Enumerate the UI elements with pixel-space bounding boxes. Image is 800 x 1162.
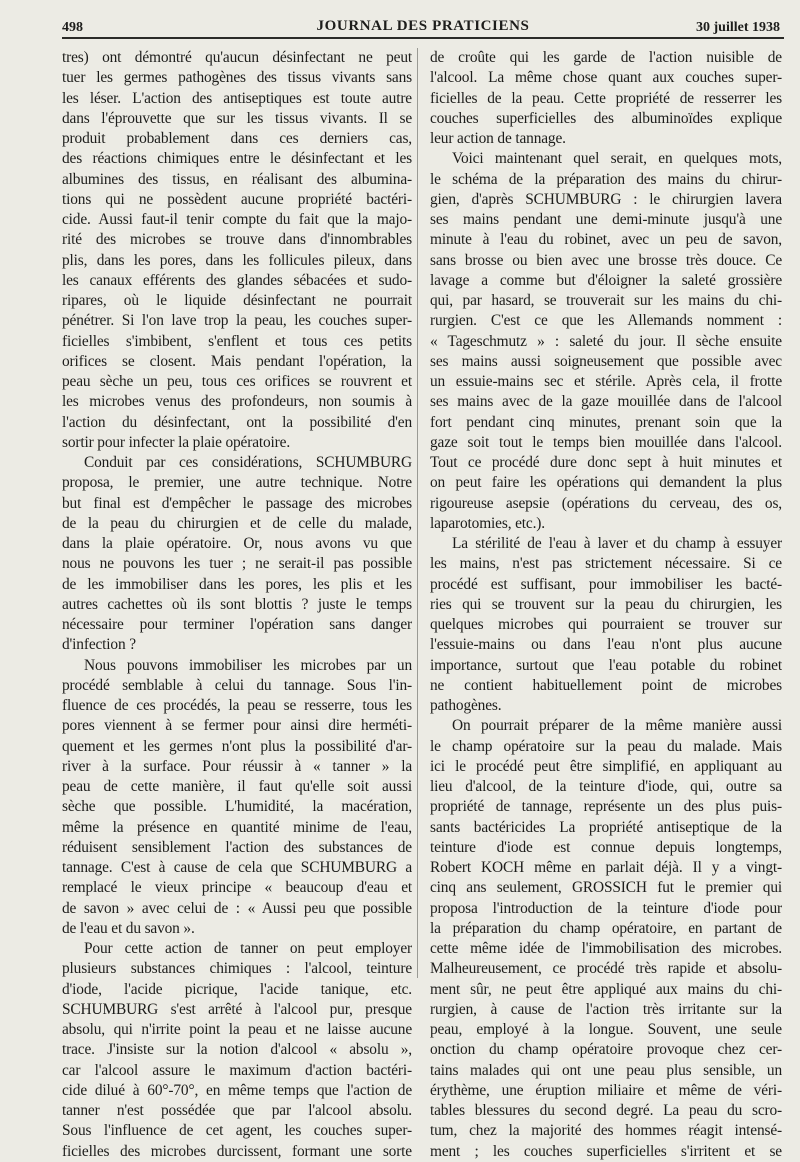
text-line: Nous pouvons immobiliser les microbes par un xyxy=(84,656,412,674)
text-line: Pour cette action de tanner on peut employer xyxy=(84,940,412,957)
text-line: tanner n'est possédée que par l'alcool absolu. xyxy=(62,1102,412,1119)
text-line: onction du champ opératoire provoque chez cer- xyxy=(430,1041,782,1059)
journal-title: JOURNAL DES PRATICIENS xyxy=(316,18,530,34)
text-line: Robert KOCH même en parlait déjà. Il y a vingt- xyxy=(430,859,782,876)
text-line: on peut faire les opérations qui demandent la plus xyxy=(430,474,782,492)
text-line: cide. Aussi faut-il tenir compte du fait que la majo- xyxy=(62,211,412,228)
text-line: Conduit par ces considérations, SCHUMBURG xyxy=(84,454,412,471)
text-line: gaze soit tout le temps bien mouillée dans l'alcool. xyxy=(430,433,782,451)
text-line: absolu, qui n'irrite point la peau et ne laisse aucune xyxy=(62,1021,412,1038)
text-line: importance, surtout que l'eau potable du robinet xyxy=(430,656,782,674)
text-line: albumines des tissus, en réalisant des albumina- xyxy=(62,170,412,188)
left-column xyxy=(62,48,412,1162)
text-line: l'action du désinfectant, ont la possibilité d'en xyxy=(62,413,412,431)
text-line: Voici maintenant quel serait, en quelques mots, xyxy=(452,150,782,168)
text-line: pores viennent à se fermer pour ainsi dire herméti- xyxy=(62,717,412,735)
text-line: but final est d'empêcher le passage des microbes xyxy=(62,494,412,512)
text-line: de les immobiliser dans les pores, les plis et les xyxy=(62,575,412,593)
text-line: propriété de tannage, représente un des plus puis- xyxy=(430,798,782,816)
text-line: remplacé le vieux principe « beaucoup d'eau et xyxy=(62,879,412,897)
text-line: d'iode, l'acide picrique, l'acide tanique, etc. xyxy=(62,980,412,998)
text-line: ses mains avec de la gaze mouillée dans de l'alcool xyxy=(430,393,782,411)
text-line: nécessaire pour terminer l'opération sans danger xyxy=(62,616,412,633)
text-line: ripares, où le liquide désinfectant ne pourrait xyxy=(62,292,412,309)
text-line: pathogènes. xyxy=(430,697,502,714)
page-header xyxy=(62,14,784,38)
page-number: 498 xyxy=(62,20,83,35)
text-line: fluence de ces procédés, la peau se resserre, tous les xyxy=(62,697,412,714)
text-line: les mains, n'est pas strictement nécessaire. Si ce xyxy=(430,555,782,573)
text-line: cette même idée de l'immobilisation des microbes. xyxy=(430,940,782,957)
text-line: l'essuie-mains ou dans l'eau n'ont plus aucune xyxy=(430,636,782,654)
text-line: autres cachettes où ils sont blottis ? juste le temps xyxy=(62,595,412,613)
text-line: orifices se closent. Mais pendant l'opération, la xyxy=(62,352,412,370)
text-line: procédé est suffisant, pour immobiliser les bacté- xyxy=(430,575,782,593)
text-line: SCHUMBURG s'est arrêté à l'alcool pur, presque xyxy=(62,1000,412,1018)
text-line: sants bactéricides La propriété antiseptique de la xyxy=(430,818,782,836)
text-line: érythème, une éruption miliaire et même de véri- xyxy=(430,1081,782,1099)
text-line: procédé semblable à celui du tannage. Sous l'in- xyxy=(62,676,412,694)
text-line: plis, dans les pores, dans les follicules pileux, dans xyxy=(62,251,412,269)
text-line: On pourrait préparer de la même manière aussi xyxy=(452,717,782,735)
text-line: l'alcool. La même chose quant aux couches super- xyxy=(430,69,782,87)
text-line: même la présence en quantité minime de l'eau, xyxy=(62,818,412,836)
text-line: tains malades qui ont une peau plus sensible, un xyxy=(430,1061,782,1079)
text-line: de la peau du chirurgien et de celle du malade, xyxy=(62,514,412,532)
text-line: teinture d'iode est connue depuis longtemps, xyxy=(430,838,782,856)
text-line: sèche que possible. L'humidité, la macération, xyxy=(62,798,412,816)
text-line: ici le procédé peut être simplifié, en appliquant au xyxy=(430,757,782,775)
text-line: tables blessures du second degré. La peau du scro- xyxy=(430,1102,782,1119)
text-line: pénétrer. Si l'on lave trop la peau, les couches super- xyxy=(62,312,412,330)
text-line: dans l'éprouvette que sur les tissus vivants. Il se xyxy=(62,109,412,127)
text-line: gien, d'après SCHUMBURG : le chirurgien lavera xyxy=(430,190,782,208)
text-line: les microbes venus des profondeurs, non soumis à xyxy=(62,393,412,411)
text-line: produit probablement dans ces derniers cas, xyxy=(62,130,412,147)
text-line: ficielles des microbes durcissent, formant une sorte xyxy=(62,1142,412,1160)
text-line: un essuie-mains sec et stérile. Après cela, il frotte xyxy=(430,373,782,390)
text-line: trace. J'insiste sur la notion d'alcool « absolu », xyxy=(62,1041,412,1059)
text-line: tannage. C'est à cause de cela que SCHUMBURG a xyxy=(62,859,412,876)
text-line: tuer les germes pathogènes des tissus vivants sans xyxy=(62,69,412,87)
text-line: ne contient habituellement point de microbes xyxy=(430,676,782,694)
text-line: leur action de tannage. xyxy=(430,130,566,147)
text-line: laparotomies, etc.). xyxy=(430,514,545,532)
text-line: dans la plaie opératoire. Or, nous avons vu que xyxy=(62,535,412,552)
text-line: Tout ce procédé dure donc sept à huit minutes et xyxy=(430,454,782,471)
text-line: couches superficielles des albuminoïdes explique xyxy=(430,109,782,127)
text-line: tres) ont démontré qu'aucun désinfectant ne peut xyxy=(62,49,412,66)
text-line: rurgien. C'est ce que les Allemands nomment : xyxy=(430,312,782,330)
text-line: La stérilité de l'eau à laver et du champ à essuyer xyxy=(452,535,782,552)
text-line: river à la surface. Pour réussir à « tanner » la xyxy=(62,757,412,775)
text-line: Malheureusement, ce procédé très rapide et absolu- xyxy=(430,960,782,978)
text-line: ses mains pendant une demi-minute jusqu'à une xyxy=(430,211,782,228)
text-line: rurgien, à cause de l'action très irritante sur la xyxy=(430,1000,782,1018)
text-line: cinq ans seulement, GROSSICH fut le premier qui xyxy=(430,879,782,897)
text-line: ses mains aussi soigneusement que possible avec xyxy=(430,352,782,370)
text-line: tum, chez la majorité des hommes réagit intensé- xyxy=(430,1122,782,1140)
text-line: fort pendant cinq minutes, prenant soin que la xyxy=(430,413,782,431)
text-line: peau, employé à la longue. Souvent, une seule xyxy=(430,1021,782,1038)
text-line: rité des microbes se trouve dans d'innombrables xyxy=(62,231,412,249)
text-line: car l'alcool assure le maximum d'action bactéri- xyxy=(62,1061,412,1079)
right-column xyxy=(430,48,782,1162)
text-line: réduisent sensiblement l'action des substances de xyxy=(62,838,412,856)
text-line: minute à l'eau du robinet, avec un peu de savon, xyxy=(430,231,782,249)
text-line: ment sûr, ne peut être appliqué aux mains du chi- xyxy=(430,980,782,998)
issue-date: 30 juillet 1938 xyxy=(696,20,780,35)
text-line: proposa l'introduction de la teinture d'iode pour xyxy=(430,899,782,917)
text-line: de savon » avec celui de : « Aussi peu que possible xyxy=(62,899,412,917)
text-line: proposa, le premier, une autre technique. Notre xyxy=(62,474,412,492)
text-line: « Tageschmutz » : saleté du jour. Il sèche ensuite xyxy=(430,332,782,350)
text-line: le champ opératoire sur la peau du malade. Mais xyxy=(430,737,782,755)
text-line: lieu d'alcool, de la teinture d'iode, qui, outre sa xyxy=(430,778,782,795)
text-line: ment ; les couches superficielles s'irritent et se xyxy=(430,1142,782,1160)
text-line: quelques microbes qui pourraient se trouver sur xyxy=(430,616,782,633)
header-rule xyxy=(62,37,784,39)
text-line: ficielles de la peau. Cette propriété de resserrer les xyxy=(430,89,782,107)
text-line: lavage a comme but d'éloigner la saleté grossière xyxy=(430,271,782,289)
text-line: nous ne pouvons les tuer ; ne serait-il pas possible xyxy=(62,555,412,573)
text-line: quement et les germes n'ont plus la possibilité d'ar- xyxy=(62,737,412,755)
text-line: des réactions chimiques entre le désinfectant et les xyxy=(62,150,412,168)
text-line: Sous l'influence de cet agent, les couches super- xyxy=(62,1122,412,1140)
text-line: le schéma de la préparation des mains du chirur- xyxy=(430,170,782,188)
column-divider xyxy=(417,48,418,978)
text-line: la préparation du champ opératoire, en partant de xyxy=(430,919,782,937)
text-line: d'infection ? xyxy=(62,636,136,654)
text-line: tions qui ne possèdent aucune propriété bactéri- xyxy=(62,190,412,208)
text-line: qui, par hasard, se trouverait sur les mains du chi- xyxy=(430,292,782,309)
text-line: de l'eau et du savon ». xyxy=(62,919,195,937)
text-line: sortir pour infecter la plaie opératoire. xyxy=(62,433,291,451)
text-line: cide dilué à 60°-70°, en même temps que l'action de xyxy=(62,1081,412,1099)
text-line: ries qui se trouvent sur la peau du chirurgien, les xyxy=(430,595,782,613)
text-line: de croûte qui les garde de l'action nuisible de xyxy=(430,49,782,66)
text-line: les canaux efférents des glandes sébacées et sudo- xyxy=(62,271,412,289)
text-line: sans brosse ou bien avec une brosse très douce. Ce xyxy=(430,251,782,269)
text-line: plusieurs substances chimiques : l'alcool, teinture xyxy=(62,960,412,978)
text-line: peau de cette manière, il faut qu'elle soit aussi xyxy=(62,778,412,795)
text-line: peau sèche un peu, tous ces orifices se rouvrent et xyxy=(62,373,412,390)
text-line: les léser. L'action des antiseptiques est toute autre xyxy=(62,89,412,107)
text-line: rigoureuse asepsie (opérations du cerveau, des os, xyxy=(430,494,782,512)
text-line: ficielles s'imbibent, s'enflent et tous ces petits xyxy=(62,332,412,350)
